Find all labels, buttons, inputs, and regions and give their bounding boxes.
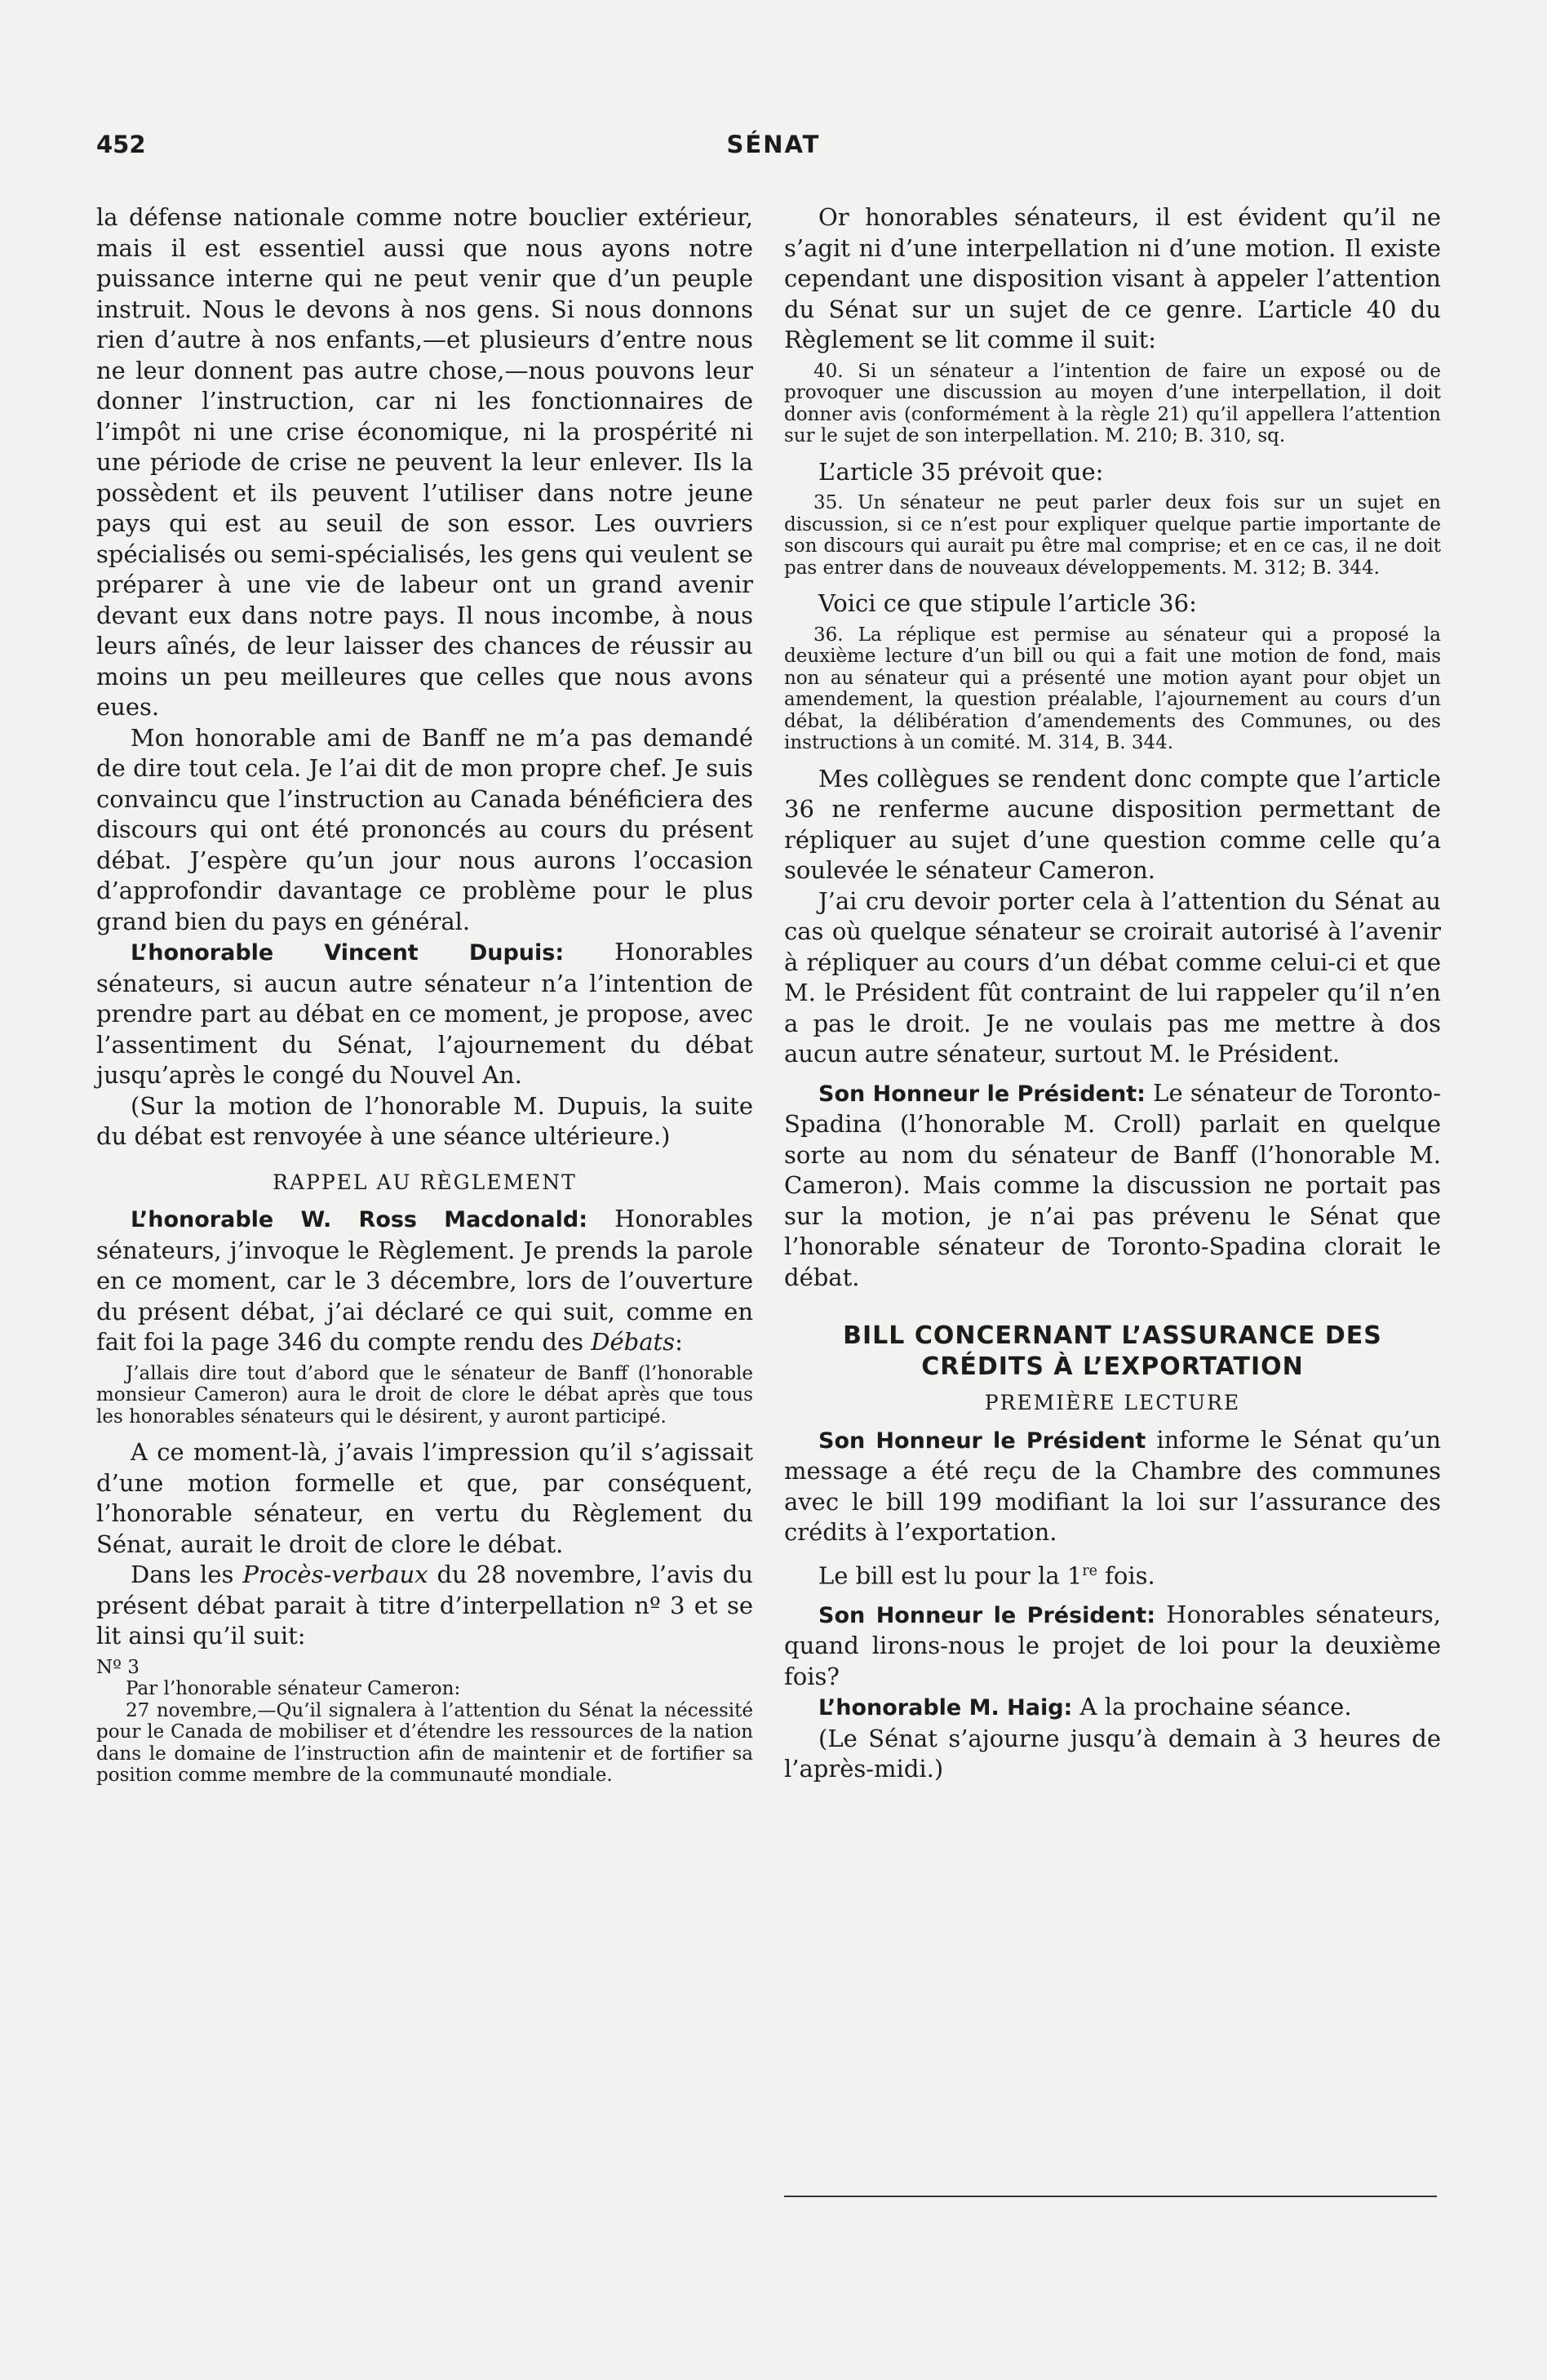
- paragraph: [784, 1425, 1441, 1548]
- paragraph: [96, 937, 753, 1091]
- speech-text: Honorables sénateurs, j’invoque le Règlement. Je prends la parole en ce moment, car le 3 décembre, lors de l’ouverture du présent débat, j’ai déclaré ce qui suit, comme en fait foi la page 346 du compte rendu des: [96, 1205, 754, 1356]
- paragraph: (Le Sénat s’ajourne jusqu’à demain à 3 heures de l’après-midi.): [784, 1724, 1441, 1783]
- page-header: [96, 131, 1451, 171]
- paragraph: [784, 1600, 1441, 1693]
- speech-text: Honorables sénateurs, quand lirons-nous le projet de loi pour la deuxième fois?: [784, 1600, 1442, 1690]
- italic-title: Procès-verbaux: [242, 1561, 428, 1588]
- section-heading: RAPPEL AU RÈGLEMENT: [273, 1170, 577, 1194]
- paragraph: J’ai cru devoir porter cela à l’attention du Sénat au cas où quelque sénateur se croirait autorisé à l’avenir à répliquer au cours d’un débat comme celui-ci et que M. le Président fût contraint de lui rappeler qu’il n’en a pas le droit. Je ne voulais pas me mettre à dos aucun autre sénateur, surtout M. le Président.: [784, 886, 1441, 1068]
- paragraph: la défense nationale comme notre bouclier extérieur, mais il est essentiel aussi que nous ayons notre puissance interne qui ne peut venir que d’un peuple instruit. Nous le devons à nos gens. Si nous donnons rien d’autre à nos enfants,—et plusieurs d’entre nous ne leur donnent pas autre chose,—nous pouvons leur donner l’instruction, car ni les fonctionnaires de l’impôt ni une crise économique, ni la prospérité ni une période de crise ne peuvent la leur enlever. Ils la possèdent et ils peuvent l’utiliser dans notre jeune pays qui est au seuil de son essor. Les ouvriers spécialisés ou semi-spécialisés, les gens qui veulent se préparer à une vie de labeur ont un grand avenir devant eux dans notre pays. Il nous incombe, à nous leurs aînés, de leur laisser des chances de réussir au moins un peu meilleures que celles que nous avons eues.: [96, 203, 753, 721]
- speech-text: :: [675, 1328, 683, 1356]
- paragraph: [96, 1560, 753, 1652]
- rule-quote-35: 35. Un sénateur ne peut parler deux fois sur un sujet en discussion, si ce n’est pour expliquer quelque partie importante de son discours qui aurait pu être mal comprise; et en ce cas, il ne doit pas entrer dans de nouveaux développements. M. 312; B. 344.: [784, 492, 1441, 579]
- paragraph: Or honorables sénateurs, il est évident qu’il ne s’agit ni d’une interpellation ni d’une motion. Il existe cependant une disposition visant à appeler l’attention du Sénat sur un sujet de ce genre. L’article 40 du Règlement se lit comme il suit:: [784, 203, 1441, 353]
- speech-text: Le sénateur de Toronto-Spadina (l’honorable M. Croll) parlait en quelque sorte au nom du sénateur de Banff (l’honorable M. Cameron). Mais comme la discussion ne portait pas sur la motion, je n’ai pas prévenu le Sénat que l’honorable sénateur de Toronto-Spadina clorait le débat.: [784, 1078, 1441, 1291]
- right-column: [784, 202, 1441, 1785]
- paragraph: [784, 1078, 1441, 1294]
- paragraph: Mon honorable ami de Banff ne m’a pas demandé de dire tout cela. Je l’ai dit de mon propre chef. Je suis convaincu que l’instruction au Canada bénéficiera des discours qui ont été prononcés au cours du présent débat. J’espère qu’un jour nous aurons l’occasion d’approfondir davantage ce problème pour le plus grand bien du pays en général.: [96, 723, 753, 935]
- paragraph: [784, 1556, 1441, 1592]
- speaker-name: L’honorable M. Haig:: [818, 1695, 1073, 1721]
- running-head: SÉNAT: [726, 131, 821, 158]
- speech-text: informe le Sénat qu’un message a été reçu de la Chambre des communes avec le bill 199 modifiant la loi sur l’assurance des crédits à l’exportation.: [784, 1425, 1441, 1546]
- text-run: du 28 novembre, l’avis du présent débat parait à titre d’interpellation nº 3 et se lit ainsi qu’il suit:: [96, 1561, 753, 1650]
- end-rule: [784, 2196, 1437, 2197]
- bill-title: BILL CONCERNANT L’ASSURANCE DES CRÉDITS À L’EXPORTATION: [843, 1321, 1382, 1381]
- text-run: Dans les: [131, 1561, 243, 1588]
- notice-number: Nº 3: [96, 1656, 140, 1678]
- speaker-name: Son Honneur le Président:: [818, 1081, 1146, 1107]
- paragraph: Mes collègues se rendent donc compte que l’article 36 ne renferme aucune disposition permettant de répliquer au sujet d’une question comme celle qu’a soulevée le sénateur Cameron.: [784, 764, 1441, 884]
- speech-text: A la prochaine séance.: [1072, 1693, 1352, 1721]
- notice-author: Par l’honorable sénateur Cameron:: [126, 1678, 461, 1699]
- text-run: fois.: [1097, 1561, 1155, 1590]
- rule-quote-40: 40. Si un sénateur a l’intention de faire un exposé ou de provoquer une discussion au moyen d’une interpellation, il doit donner avis (conformément à la règle 21) qu’il appellera l’attention sur le sujet de son interpellation. M. 210; B. 310, sq.: [784, 360, 1441, 446]
- paragraph: Voici ce que stipule l’article 36:: [818, 589, 1197, 617]
- speech-text: Honorables sénateurs, si aucun autre sénateur n’a l’intention de prendre part au débat en ce moment, je propose, avec l’assentiment du Sénat, l’ajournement du débat jusqu’après le congé du Nouvel An.: [96, 938, 754, 1089]
- superscript: re: [1082, 1562, 1097, 1579]
- block-quote: J’allais dire tout d’abord que le sénateur de Banff (l’honorable monsieur Cameron) aura le droit de clore le débat après que tous les honorables sénateurs qui le désirent, y auront participé.: [96, 1362, 753, 1428]
- notice-text: 27 novembre,—Qu’il signalera à l’attention du Sénat la nécessité pour le Canada de mobiliser et d’étendre les ressources de la nation dans le domaine de l’instruction afin de maintenir et de fortifier sa position comme membre de la communauté mondiale.: [96, 1699, 753, 1786]
- reading-heading: PREMIÈRE LECTURE: [984, 1391, 1241, 1414]
- speaker-name: L’honorable W. Ross Macdonald:: [131, 1207, 588, 1232]
- paragraph: [96, 1204, 753, 1358]
- speaker-name: Son Honneur le Président: [818, 1428, 1146, 1454]
- speaker-name: Son Honneur le Président:: [818, 1602, 1155, 1628]
- paragraph: A ce moment-là, j’avais l’impression qu’il s’agissait d’une motion formelle et que, par conséquent, l’honorable sénateur, en vertu du Règlement du Sénat, aurait le droit de clore le débat.: [96, 1438, 753, 1558]
- paragraph: (Sur la motion de l’honorable M. Dupuis, la suite du débat est renvoyée à une séance ultérieure.): [96, 1091, 753, 1150]
- text-run: Le bill est lu pour la 1: [818, 1561, 1083, 1590]
- paragraph: [784, 1692, 1441, 1724]
- speaker-name: L’honorable Vincent Dupuis:: [131, 940, 565, 966]
- left-column: [96, 202, 753, 1787]
- rule-quote-36: 36. La réplique est permise au sénateur qui a proposé la deuxième lecture d’un bill ou qui a fait une motion de fond, mais non au sénateur qui a présenté une motion ayant pour objet un amendement, la question préalable, l’ajournement au cours d’un débat, la délibération d’amendements des Communes, ou des instructions à un comité. M. 314, B. 344.: [784, 624, 1441, 753]
- paragraph: L’article 35 prévoit que:: [818, 457, 1104, 486]
- page-number: 452: [96, 131, 146, 158]
- italic-title: Débats: [591, 1328, 676, 1356]
